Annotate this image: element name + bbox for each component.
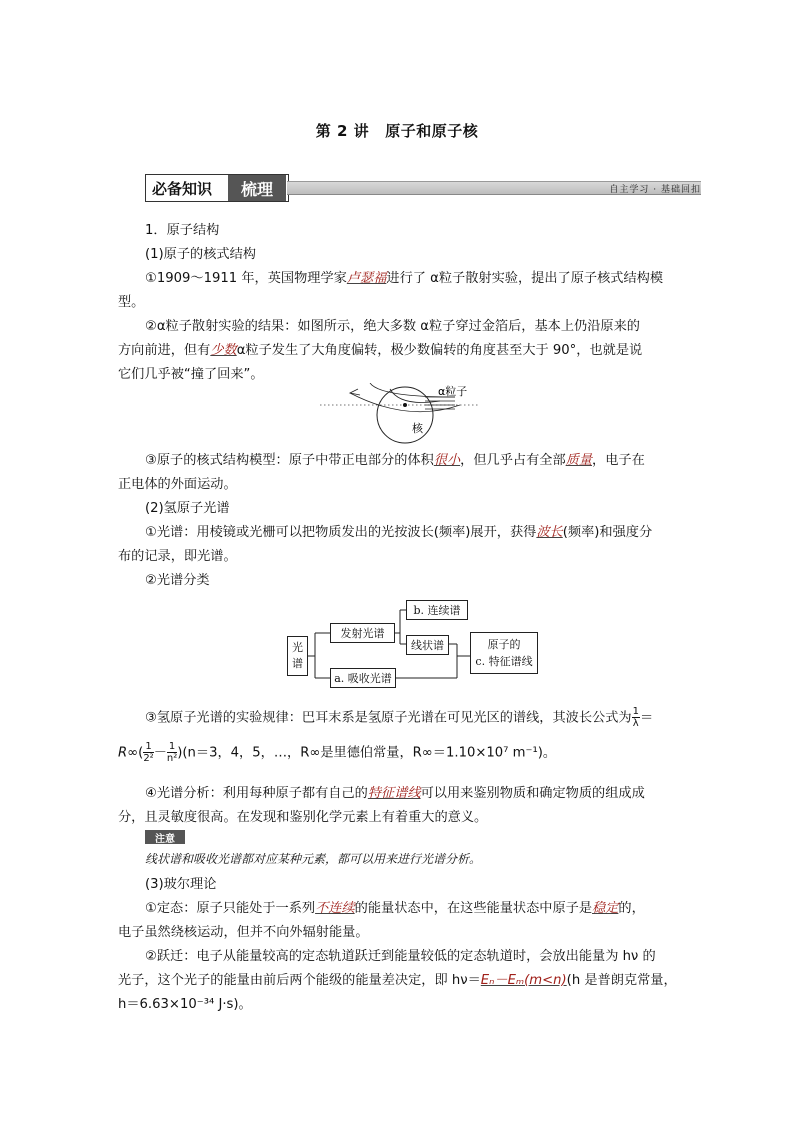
paragraph-cont: h＝6.63×10⁻³⁴ J·s)。 — [118, 997, 252, 1012]
paragraph-cont: 光子，这个光子的能量由前后两个能级的能量差决定，即 hν＝Eₙ－Eₘ(m<n)(h 是普朗克常量， — [118, 973, 677, 988]
paragraph: ②α粒子散射实验的结果：如图所示，绝大多数 α粒子穿过金箔后，基本上仍沿原来的 — [145, 319, 640, 334]
note-text: 线状谱和吸收光谱都对应某种元素，都可以用来进行光谱分析。 — [145, 852, 482, 866]
subsection-heading: (2)氢原子光谱 — [145, 501, 230, 516]
paragraph: ②光谱分类 — [145, 573, 210, 588]
paragraph: ③原子的核式结构模型：原子中带正电部分的体积很小，但几乎占有全部质量，电子在 — [145, 453, 645, 468]
answer-blank: 稳定 — [592, 901, 619, 916]
paragraph-cont: 正电体的外面运动。 — [118, 477, 237, 492]
paragraph: ④光谱分析：利用每种原子都有自己的特征谱线可以用来鉴别物质和确定物质的组成成 — [145, 786, 645, 801]
section-banner — [145, 174, 701, 200]
banner-label-main: 必备知识 — [152, 179, 213, 198]
answer-blank: 特征谱线 — [367, 786, 421, 801]
diagram-emission: 发射光谱 — [330, 623, 395, 643]
chapter-number: 第 2 讲 — [315, 122, 370, 140]
answer-blank: 波长 — [536, 525, 563, 540]
subsection-heading: (3)玻尔理论 — [145, 877, 217, 892]
paragraph: ①光谱：用棱镜或光栅可以把物质发出的光按波长(频率)展开，获得波长(频率)和强度分 — [145, 525, 653, 540]
paragraph: ①定态：原子只能处于一系列不连续的能量状态中，在这些能量状态中原子是稳定的， — [145, 901, 645, 916]
paragraph-cont: 型。 — [118, 295, 145, 310]
paragraph-cont: 它们几乎被“撞了回来”。 — [118, 367, 264, 382]
chapter-name: 原子和原子核 — [385, 122, 479, 140]
answer-blank: 卢瑟福 — [346, 271, 387, 286]
diagram-line-spectrum: 线状谱 — [406, 635, 449, 655]
note-tag: 注意 — [145, 830, 185, 844]
paragraph: ①1909～1911 年，英国物理学家卢瑟福进行了 α粒子散射实验，提出了原子核式结构模 — [145, 271, 664, 286]
section-heading: 1．原子结构 — [145, 223, 220, 238]
diagram-absorption: a. 吸收光谱 — [330, 668, 396, 688]
banner-label-highlight: 梳理 — [228, 175, 286, 201]
paragraph-cont: 分，且灵敏度很高。在发现和鉴别化学元素上有着重大的意义。 — [118, 810, 488, 825]
banner-subtitle: 自主学习 · 基础回扣 — [609, 185, 701, 195]
page-title — [0, 120, 794, 141]
answer-blank: 很小 — [433, 453, 461, 468]
diagram-continuous: b. 连续谱 — [406, 600, 468, 620]
formula-lhs: $\frac{1}{\lambda}$ — [632, 706, 639, 729]
answer-blank: Eₙ－Eₘ(m<n) — [480, 973, 567, 988]
paragraph-cont: R∞( $\frac{1}{\text{2²}}$ － $\frac{1}{\text{n²}}$ )(n＝3，4，5，…，R∞是里德伯常量，R∞＝1.10×10⁷ m⁻¹)。 — [118, 741, 557, 764]
answer-blank: 不连续 — [315, 901, 355, 916]
paragraph-cont: 布的记录，即光谱。 — [118, 549, 237, 564]
paragraph: ③氢原子光谱的实验规律：巴耳末系是氢原子光谱在可见光区的谱线，其波长公式为 $\frac{1}{\lambda}$ ＝ — [145, 706, 654, 729]
paragraph: ②跃迁：电子从能量较高的定态轨道跃迁到能量较低的定态轨道时，会放出能量为 hν 的 — [145, 949, 656, 964]
paragraph-cont: 方向前进，但有少数α粒子发生了大角度偏转，极少数偏转的角度甚至大于 90°，也就是说 — [118, 343, 643, 358]
subsection-heading: (1)原子的核式结构 — [145, 247, 256, 262]
diagram-characteristic: 原子的 c. 特征谱线 — [470, 632, 538, 674]
alpha-label: α粒子 — [438, 385, 468, 398]
alpha-scattering-figure — [320, 383, 480, 445]
banner-label — [145, 174, 289, 202]
paragraph-cont: 电子虽然绕核运动，但并不向外辐射能量。 — [118, 925, 369, 940]
answer-blank: 质量 — [565, 453, 593, 468]
nucleus-label: 核 — [412, 422, 423, 435]
answer-blank: 少数 — [210, 343, 237, 358]
diagram-root: 光谱 — [287, 636, 308, 676]
spectrum-diagram — [285, 598, 545, 693]
